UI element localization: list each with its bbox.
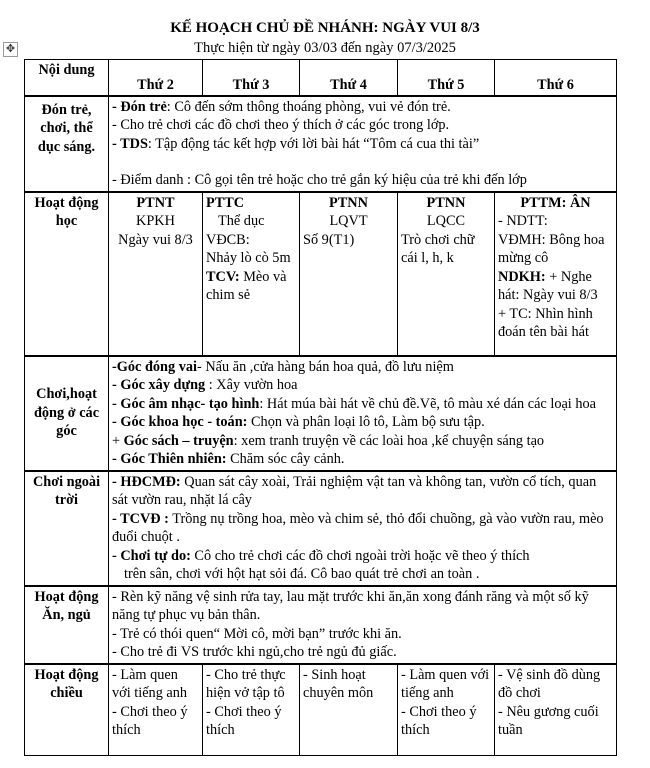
- chieu-cell-4: - Làm quen với tiếng anh - Chơi theo ý thích: [398, 664, 495, 756]
- row-label: Đón trẻ, chơi, thể dục sáng.: [25, 96, 109, 192]
- hoc-cell-1: PTNT KPKH Ngày vui 8/3: [109, 192, 203, 356]
- hoc-cell-5: PTTM: ÂN - NDTT: VĐMH: Bông hoa mừng cô NDKH: + Nghe hát: Ngày vui 8/3 + TC: Nhìn hình đoán tên bài hát: [495, 192, 617, 356]
- don-tre-content: - Đón trẻ: Cô đến sớm thông thoáng phòng, vui vẻ đón trẻ. - Cho trẻ chơi các đồ chơi theo ý thích ở các góc trong lớp. - TDS: Tập động tác kết hợp với lời bài hát “Tôm cá cua thi tài” - Điểm danh : Cô gọi tên trẻ hoặc cho trẻ gắn ký hiệu của trẻ khi đến lớp: [109, 96, 617, 192]
- row-label: Chơi,hoạt động ở các góc: [25, 356, 109, 471]
- plan-table: [24, 59, 617, 756]
- corner-cell: Nội dung: [25, 60, 109, 96]
- choi-goc-content: -Góc đóng vai- Nấu ăn ,cửa hàng bán hoa quả, đồ lưu niệm - Góc xây dựng : Xây vườn hoa - Góc âm nhạc- tạo hình: Hát múa bài hát về chủ đề.Vẽ, tô màu xé dán các loại hoa - Góc khoa học - toán: Chọn và phân loại lô tô, Làm bộ sưu tập. + Góc sách – truyện: xem tranh truyện về các loài hoa ,kể chuyện sáng tạo - Góc Thiên nhiên: Chăm sóc cây cảnh.: [109, 356, 617, 471]
- row-an-ngu: [25, 586, 617, 664]
- day-header-1: Thứ 2: [109, 60, 203, 96]
- table-move-handle-icon[interactable]: ✥: [3, 42, 18, 57]
- day-header-4: Thứ 5: [398, 60, 495, 96]
- row-choi-goc: [25, 356, 617, 471]
- page-title: KẾ HOẠCH CHỦ ĐỀ NHÁNH: NGÀY VUI 8/3: [170, 20, 480, 36]
- chieu-cell-1: - Làm quen với tiếng anh - Chơi theo ý thích: [109, 664, 203, 756]
- page-subtitle: Thực hiện từ ngày 03/03 đến ngày 07/3/2025: [194, 40, 456, 56]
- row-label: Hoạt động Ăn, ngủ: [25, 586, 109, 664]
- row-chieu: [25, 664, 617, 756]
- row-ngoai-troi: [25, 471, 617, 586]
- chieu-cell-5: - Vệ sinh đồ dùng đồ chơi - Nêu gương cuối tuần: [495, 664, 617, 756]
- hoc-cell-3: PTNN LQVT Số 9(T1): [300, 192, 398, 356]
- day-header-3: Thứ 4: [300, 60, 398, 96]
- day-header-5: Thứ 6: [495, 60, 617, 96]
- hoc-cell-4: PTNN LQCC Trò chơi chữ cái l, h, k: [398, 192, 495, 356]
- day-header-2: Thứ 3: [203, 60, 300, 96]
- row-hoat-dong-hoc: [25, 192, 617, 356]
- ngoai-troi-content: - HĐCMĐ: Quan sát cây xoài, Trải nghiệm vật tan và không tan, vườn cổ tích, quan sát vườn rau, nhặt lá cây - TCVĐ : Trồng nụ trồng hoa, mèo và chim sẻ, thỏ đổi chuồng, gà vào vườn rau, mèo đuổi chuột . - Chơi tự do: Cô cho trẻ chơi các đồ chơi ngoài trời hoặc vẽ theo ý thích trên sân, chơi với hột hạt sỏi đá. Cô bao quát trẻ chơi an toàn .: [109, 471, 617, 586]
- row-label: Hoạt động chiều: [25, 664, 109, 756]
- table-header-row: [25, 60, 617, 96]
- row-don-tre: [25, 96, 617, 192]
- an-ngu-content: - Rèn kỹ năng vệ sinh rửa tay, lau mặt trước khi ăn,ăn xong đánh răng và một số kỹ năng tự phục vụ bản thân. - Trẻ có thói quen“ Mời cô, mời bạn” trước khi ăn. - Cho trẻ đi VS trước khi ngủ,cho trẻ ngủ đủ giấc.: [109, 586, 617, 664]
- row-label: Hoạt động học: [25, 192, 109, 356]
- chieu-cell-3: - Sinh hoạt chuyên môn: [300, 664, 398, 756]
- hoc-cell-2: PTTC Thể dục VĐCB: Nhảy lò cò 5m TCV: Mèo và chim sẻ: [203, 192, 300, 356]
- chieu-cell-2: - Cho trẻ thực hiện vở tập tô - Chơi theo ý thích: [203, 664, 300, 756]
- row-label: Chơi ngoài trời: [25, 471, 109, 586]
